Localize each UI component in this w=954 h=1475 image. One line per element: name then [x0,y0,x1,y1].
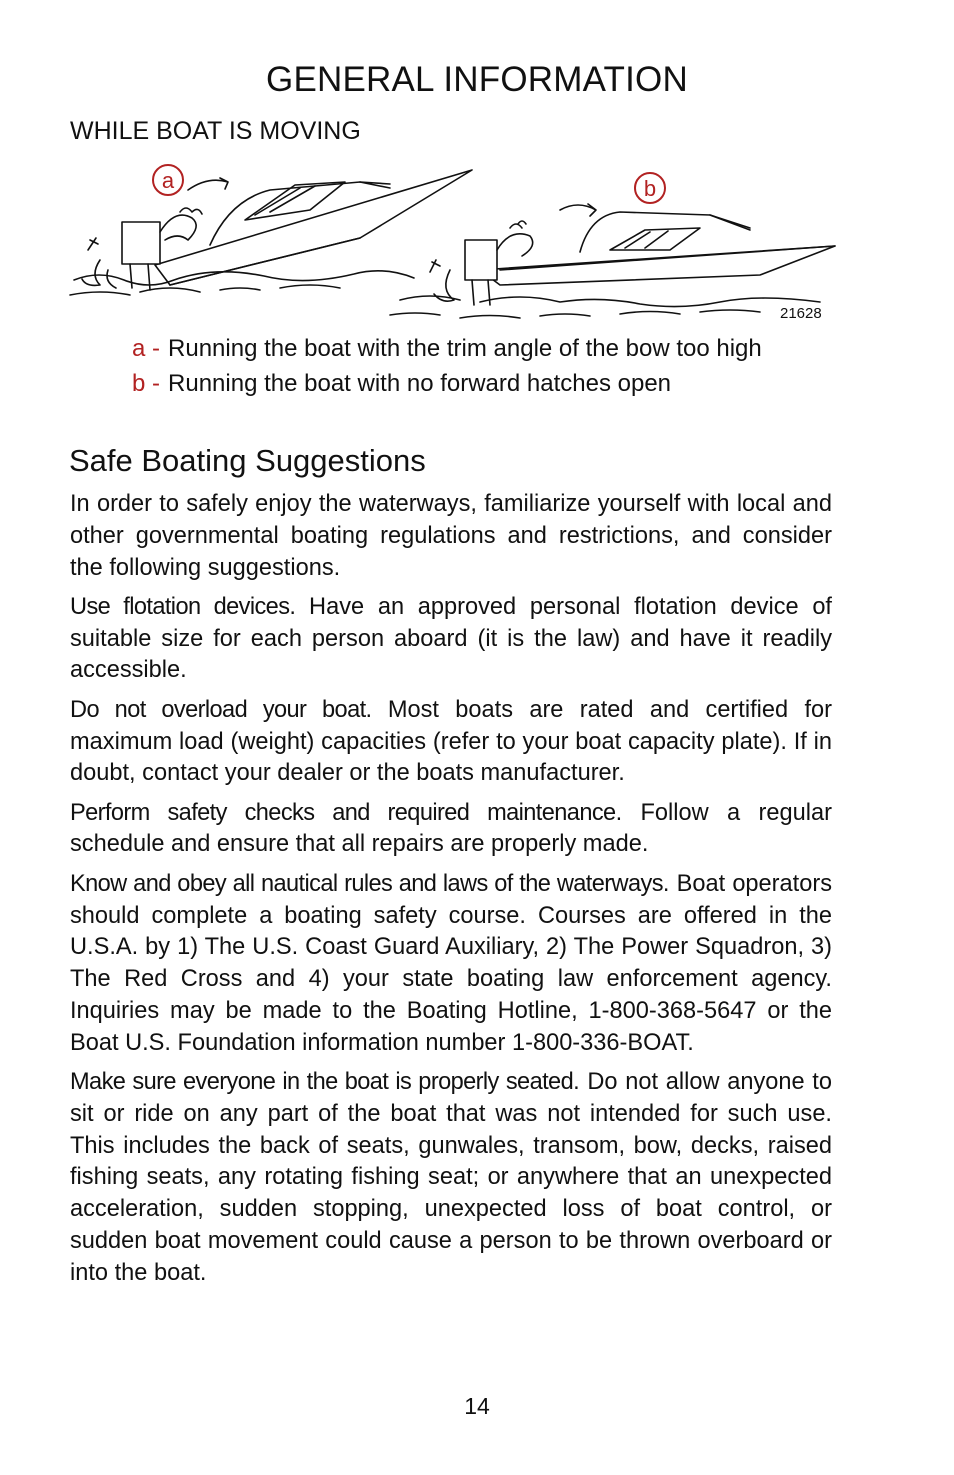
suggestion-paragraph [70,1067,832,1290]
legend-item-b [132,370,671,398]
suggestion-text: . Boat operators should complete a boating safety course. Courses are offered in the U.S.A. by 1) The U.S. Coast Guard Auxiliary, 2) The Power Squadron, 3) The Red Cross and 4) your state boating law enforcement agency. Inquiries may be made to the Boating Hotline, 1-800-368-5647 or the Boat U.S. Foundation information number 1-800-336-BOAT. [70,870,832,1056]
legend-key: b - [132,370,161,397]
suggestion-text: Have an approved personal flotation device of suitable size for each person aboard (it is the law) and have it readily accessible. [70,593,832,684]
suggestion-lead: Make sure everyone in the boat is properly seated [70,1069,574,1096]
legend-text: Running the boat with no forward hatches open [168,370,672,397]
suggestion-paragraph [70,798,832,862]
callout-a [153,165,183,195]
suggestion-text: . Do not allow anyone to sit or ride on any part of the boat that was not intended for such use. This includes the back of seats, gunwales, transom, bow, decks, raised fishing seats, any rotating fishing seat; or anywhere that an unexpected acceleration, sudden stopping, unexpected loss of boat control, or sudden boat movement could cause a person to be thrown overboard or into the boat. [70,1069,832,1286]
body-text [70,489,832,1297]
boat-a-drawing [70,170,472,295]
legend-item-a [132,335,762,363]
suggestion-lead: Do not overload your boat. [70,696,372,723]
legend-key: a - [132,335,161,362]
suggestion-paragraph [70,592,832,687]
section-subheading: WHILE BOAT IS MOVING [70,117,361,145]
page-number: 14 [464,1393,490,1419]
page-title: GENERAL INFORMATION [266,60,688,99]
legend-text: Running the boat with the trim angle of the bow too high [168,335,762,362]
callout-b-label: b [643,176,657,201]
suggestion-paragraph [70,695,832,790]
suggestion-lead: Use flotation devices. [70,593,296,620]
boat-b-drawing [390,204,835,318]
callout-a-label: a [161,168,175,193]
suggestion-lead: Know and obey all nautical rules and laws of the waterways [70,870,663,897]
boat-illustration [60,160,840,330]
suggestion-text: Most boats are rated and certified for maximum load (weight) capacities (refer to your boat capacity plate). If in doubt, contact your dealer or the boats manufacturer. [70,696,832,787]
figure-number: 21628 [780,305,822,322]
section-title: Safe Boating Suggestions [69,443,426,478]
suggestion-lead: Perform safety checks and required maintenance [70,799,616,826]
suggestion-paragraph [70,869,832,1060]
callout-b [635,173,665,203]
intro-paragraph: In order to safely enjoy the waterways, familiarize yourself with local and other governmental boating regulations and restrictions, and consider the following suggestions. [70,491,832,581]
suggestion-text: . Follow a regular schedule and ensure that all repairs are properly made. [70,799,832,858]
